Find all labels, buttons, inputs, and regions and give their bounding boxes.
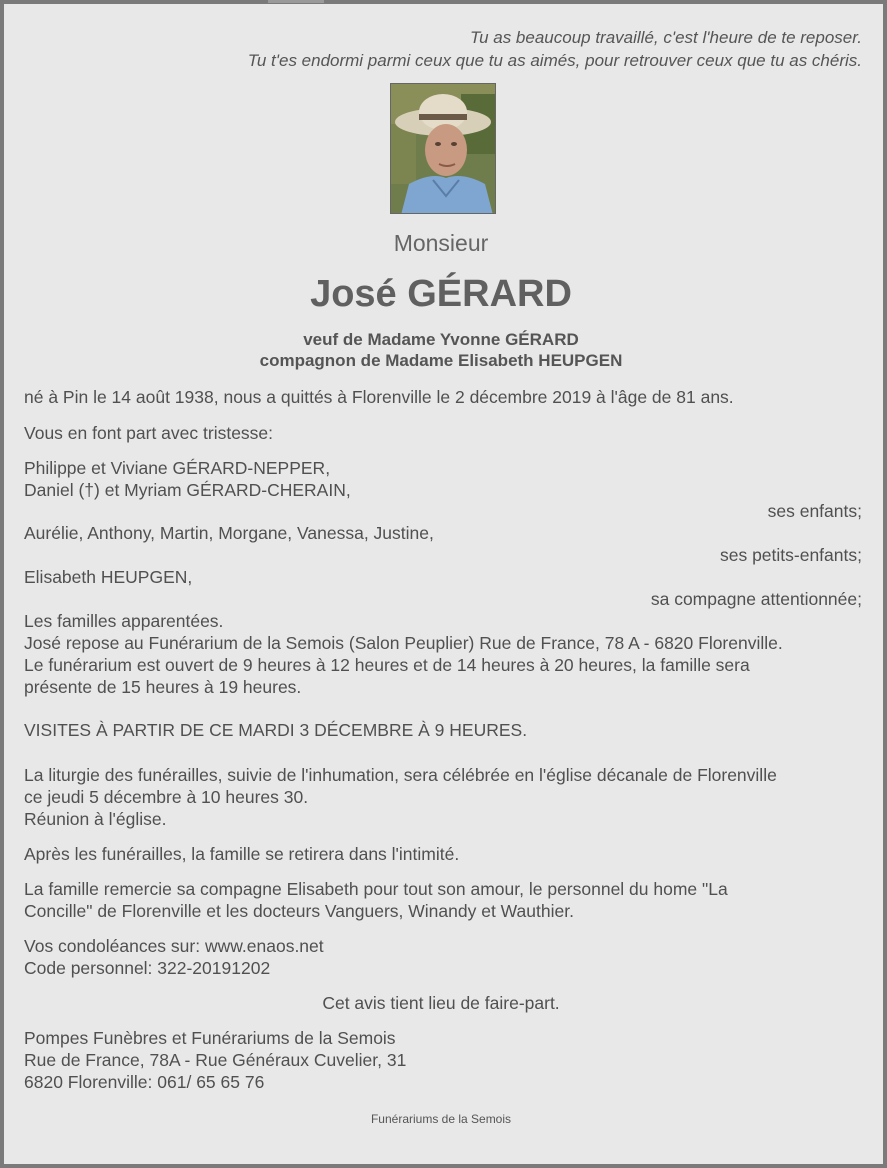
quote-line-1: Tu as beaucoup travaillé, c'est l'heure de te reposer. xyxy=(469,28,862,47)
footer-signature: Funérariums de la Semois xyxy=(370,1112,512,1126)
children-line-1: Philippe et Viviane GÉRARD-NEPPER, xyxy=(24,458,331,478)
epitaph-quote xyxy=(248,26,862,72)
company-line-2: Rue de France, 78A - Rue Généraux Cuvelier, 31 xyxy=(24,1050,407,1070)
liturgy-line-2: ce jeudi 5 décembre à 10 heures 30. xyxy=(24,787,309,807)
condolences-line-2: Code personnel: 322-20191202 xyxy=(24,958,271,978)
condolences-line-1: Vos condoléances sur: www.enaos.net xyxy=(24,936,324,956)
grandchildren-line: Aurélie, Anthony, Martin, Morgane, Vanessa, Justine, xyxy=(24,523,434,543)
intro-line: Vous en font part avec tristesse: xyxy=(24,423,274,443)
rest-line-2: Le funérarium est ouvert de 9 heures à 12 heures et de 14 heures à 20 heures, la famille sera xyxy=(24,655,750,675)
liturgy-line-1: La liturgie des funérailles, suivie de l'inhumation, sera célébrée en l'église décanale de Florenville xyxy=(24,765,777,785)
companion-line: Elisabeth HEUPGEN, xyxy=(24,567,193,587)
company-line-3: 6820 Florenville: 061/ 65 65 76 xyxy=(24,1072,265,1092)
grandchildren-role: ses petits-enfants; xyxy=(719,545,862,565)
children-line-2: Daniel (†) et Myriam GÉRARD-CHERAIN, xyxy=(24,480,351,500)
company-line-1: Pompes Funèbres et Funérariums de la Semois xyxy=(24,1028,396,1048)
birth-death-line: né à Pin le 14 août 1938, nous a quittés à Florenville le 2 décembre 2019 à l'âge de 81 ans. xyxy=(24,387,734,407)
children-role: ses enfants; xyxy=(767,501,862,521)
visits-line: VISITES À PARTIR DE CE MARDI 3 DÉCEMBRE À 9 HEURES. xyxy=(24,720,528,740)
portrait-photo xyxy=(390,83,496,214)
widower-relation: veuf de Madame Yvonne GÉRARD xyxy=(303,330,579,349)
top-tab-mark xyxy=(268,0,324,3)
families-line: Les familles apparentées. xyxy=(24,611,224,631)
after-funeral-line: Après les funérailles, la famille se retirera dans l'intimité. xyxy=(24,844,460,864)
rest-line-1: José repose au Funérarium de la Semois (Salon Peuplier) Rue de France, 78 A - 6820 Florenville. xyxy=(24,633,783,653)
rest-line-3: présente de 15 heures à 19 heures. xyxy=(24,677,302,697)
portrait-image xyxy=(391,84,496,214)
companion-relation: compagnon de Madame Elisabeth HEUPGEN xyxy=(259,351,623,370)
quote-line-2: Tu t'es endormi parmi ceux que tu as aimés, pour retrouver ceux que tu as chéris. xyxy=(247,51,862,70)
thanks-line-2: Concille" de Florenville et les docteurs Vanguers, Winandy et Wauthier. xyxy=(24,901,574,921)
notice-line: Cet avis tient lieu de faire-part. xyxy=(322,993,560,1013)
thanks-line-1: La famille remercie sa compagne Elisabeth pour tout son amour, le personnel du home "La xyxy=(24,879,728,899)
deceased-name: José GÉRARD xyxy=(310,273,572,315)
civility: Monsieur xyxy=(393,230,489,256)
companion-role: sa compagne attentionnée; xyxy=(650,589,862,609)
liturgy-line-3: Réunion à l'église. xyxy=(24,809,167,829)
